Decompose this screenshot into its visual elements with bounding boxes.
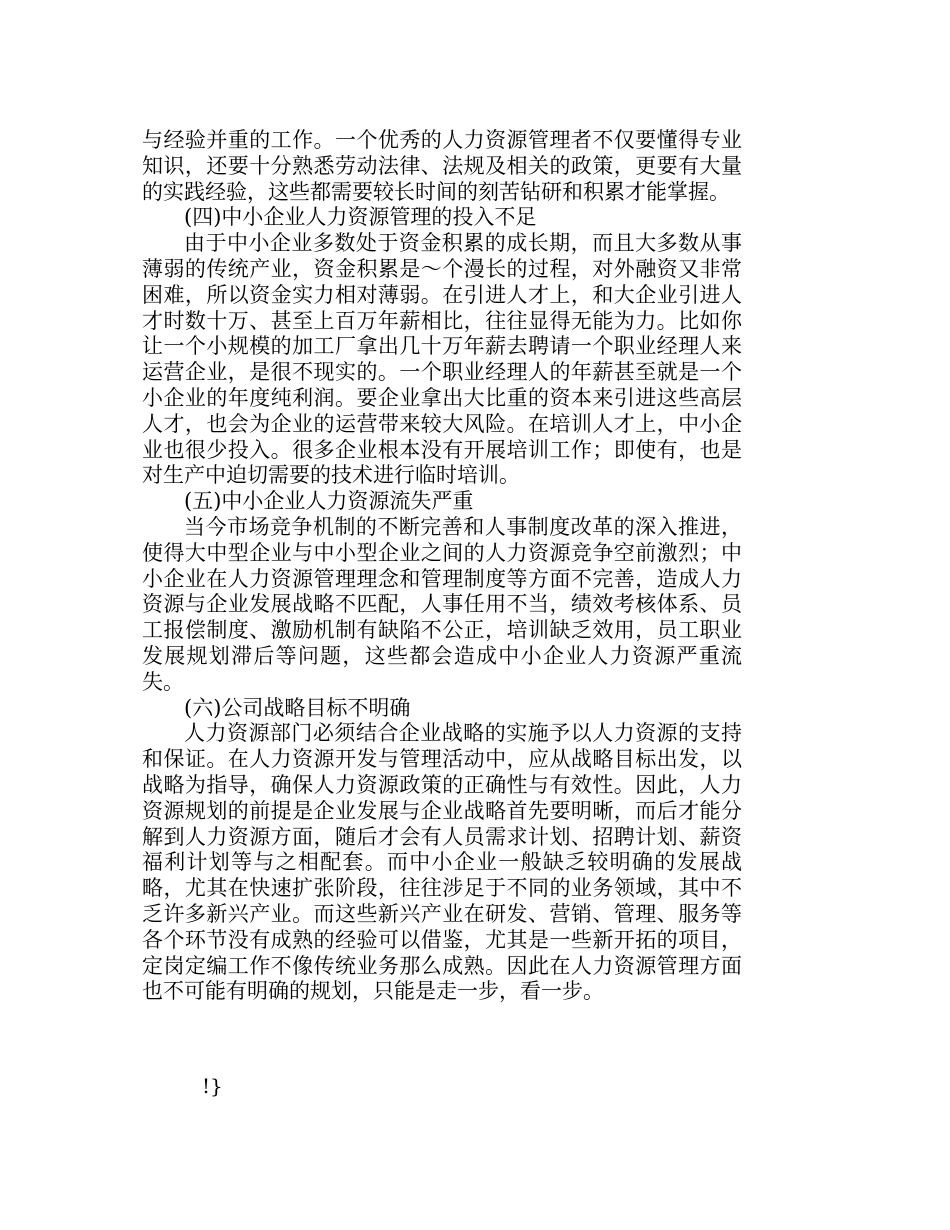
section-heading-5: (五)中小企业人力资源流失严重 [184,489,474,514]
section-heading-6: (六)公司战略目标不明确 [184,695,411,720]
paragraph-section-6: 人力资源部门必须结合企业战略的实施予以人力资源的支持和保证。在人力资源开发与管理活动中，应从战略目标出发，以战略为指导，确保人力资源政策的正确性与有效性。因此，人力资源规划的前提是企业发展与企业战略首先要明晰，而后才能分解到人力资源方面，随后才会有人员需求计划、招聘计划、薪资福利计划等与之相配套。而中小企业一般缺乏较明确的发展战略，尤其在快速扩张阶段，往往涉足于不同的业务领域，其中不乏许多新兴产业。而这些新兴产业在研发、营销、管理、服务等各个环节没有成熟的经验可以借鉴，尤其是一些新开拓的项目，定岗定编工作不像传统业务那么成熟。因此在人力资源管理方面也不可能有明确的规划，只能是走一步，看一步。 [142,721,742,1004]
paragraph-continuation: 与经验并重的工作。一个优秀的人力资源管理者不仅要懂得专业知识，还要十分熟悉劳动法律、法规及相关的政策，更要有大量的实践经验，这些都需要较长时间的刻苦钻研和积累才能掌握。 [142,128,742,204]
footer-mark: !} [202,1074,223,1098]
paragraph-section-4: 由于中小企业多数处于资金积累的成长期，而且大多数从事薄弱的传统产业，资金积累是～个漫长的过程，对外融资又非常困难，所以资金实力相对薄弱。在引进人才上，和大企业引进人才时数十万、甚至上百万年薪相比，往往显得无能为力。比如你让一个小规模的加工厂拿出几十万年薪去聘请一个职业经理人来运营企业，是很不现实的。一个职业经理人的年薪甚至就是一个小企业的年度纯利润。要企业拿出大比重的资本来引进这些高层人才，也会为企业的运营带来较大风险。在培训人才上，中小企业也很少投入。很多企业根本没有开展培训工作；即使有，也是对生产中迫切需要的技术进行临时培训。 [142,231,742,488]
document-body [142,128,742,1005]
section-heading-4: (四)中小企业人力资源管理的投入不足 [184,205,537,230]
paragraph-section-5: 当今市场竞争机制的不断完善和人事制度改革的深入推进，使得大中型企业与中小型企业之间的人力资源竞争空前激烈；中小企业在人力资源管理理念和管理制度等方面不完善，造成人力资源与企业发展战略不匹配，人事任用不当，绩效考核体系、员工报偿制度、激励机制有缺陷不公正，培训缺乏效用，员工职业发展规划滞后等问题，这些都会造成中小企业人力资源严重流失。 [142,514,742,694]
